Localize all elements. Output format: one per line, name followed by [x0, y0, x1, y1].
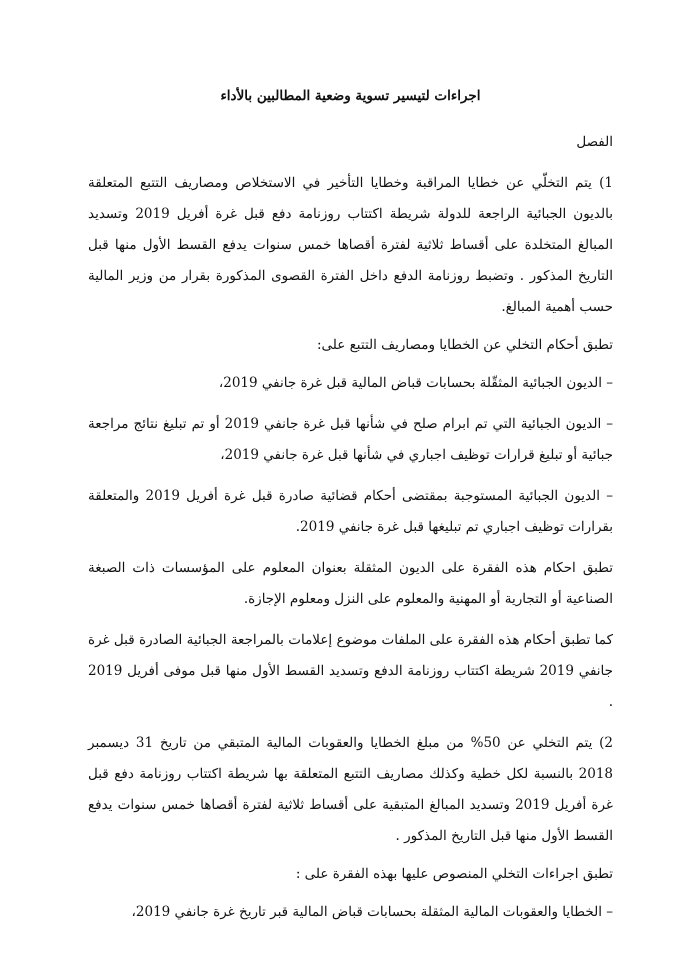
paragraph-bullet-court-debts: – الديون الجبائية المستوجبة بمقتضى أحكام قضائية صادرة قبل غرة أفريل 2019 والمتعلقة بقرارات توظيف اجباري تم تبليغها قبل غرة جانفي 2019. [88, 488, 613, 535]
paragraph-scope-intro-2: تطبق اجراءات التخلي المنصوص عليها بهذه الفقرة على : [295, 866, 613, 882]
paragraph-bullet-assessed-penalties: – الخطايا والعقوبات المالية المثقلة بحسابات قباض المالية قبر تاريخ غرة جانفي 2019، [131, 904, 613, 920]
paragraph-bullet-assessed-debts: – الديون الجبائية المثقّلة بحسابات قباض المالية قبل غرة جانفي 2019، [218, 375, 613, 391]
paragraph-apply-audit-files: كما تطبق أحكام هذه الفقرة على الملفات موضوع إعلامات بالمراجعة الجبائية الصادرة قبل غرة جانفي 2019 شريطة اكتتاب روزنامة الدفع وتسديد القسط الأول منها قبل موفى أفريل 2019 . [88, 632, 613, 710]
section-heading: الفصل [576, 134, 613, 150]
paragraph-scope-intro: تطبق أحكام التخلي عن الخطايا ومصاريف التتبع على: [317, 337, 613, 353]
document-title: اجراءات لتيسير تسوية وضعية المطالبين بالأداء [220, 88, 481, 104]
paragraph-apply-local-taxes: تطبق احكام هذه الفقرة على الديون المثقلة بعنوان المعلوم على المؤسسات ذات الصبغة الصناعية أو التجارية أو المهنية والمعلوم على النزل ومعلوم الإجازة. [88, 560, 613, 607]
paragraph-bullet-settled-debts: – الديون الجبائية التي تم ابرام صلح في شأنها قبل غرة جانفي 2019 أو تم تبليغ نتائج مراجعة جبائية أو تبليغ قرارات توظيف اجباري في شأنها قبل غرة جانفي 2019، [88, 416, 613, 463]
paragraph-item-2-half-waiver: 2) يتم التخلي عن 50% من مبلغ الخطايا والعقوبات المالية المتبقي من تاريخ 31 ديسمبر 2018 بالنسبة لكل خطية وكذلك مصاريف التتبع المتعلقة بها شريطة اكتتاب روزنامة دفع قبل غرة أفريل 2019 وتسديد المبالغ المتبقية على أقساط ثلاثية لفترة أقصاها خمس سنوات يدفع القسط الأول منها قبل التاريخ المذكور . [88, 735, 613, 844]
paragraph-item-1-waiver: 1) يتم التخلّي عن خطايا المراقبة وخطايا التأخير في الاستخلاص ومصاريف التتبع المتعلقة بالديون الجبائية الراجعة للدولة شريطة اكتتاب روزنامة دفع قبل غرة أفريل 2019 وتسديد المبالغ المتخلدة على أقساط ثلاثية لفترة أقصاها خمس سنوات يدفع القسط الأول منها قبل التاريخ المذكور . وتضبط روزنامة الدفع داخل الفترة القصوى المذكورة بقرار من وزير المالية حسب أهمية المبالغ. [88, 175, 613, 315]
